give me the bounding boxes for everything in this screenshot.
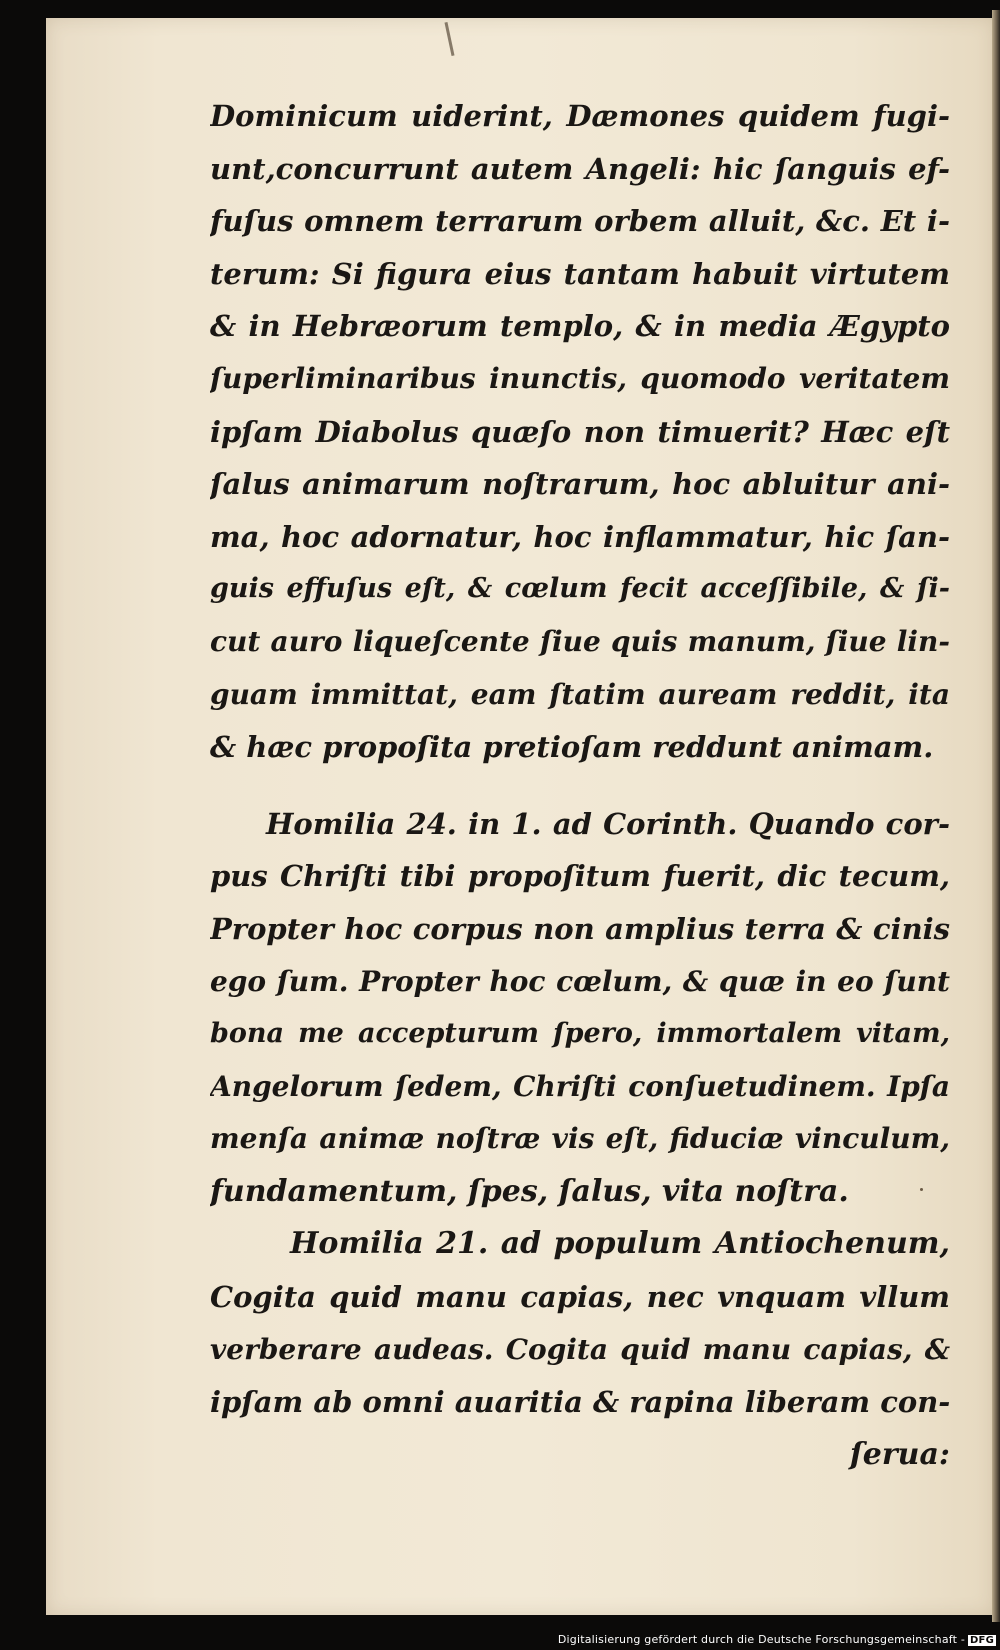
text-line: Propter hoc corpus non amplius terra & cinis — [210, 911, 950, 946]
text-line: & in Hebræorum templo, & in media Ægypto — [210, 309, 950, 344]
text-line: ma, hoc adornatur, hoc inflammatur, hic ſan- — [210, 519, 950, 554]
catchword: ſerua: — [849, 1436, 950, 1472]
paragraph-spacer — [210, 774, 950, 798]
paragraph-1 — [210, 90, 950, 774]
paragraph-2 — [210, 798, 950, 1219]
text-line: ipſam Diabolus quæſo non timuerit? Hæc eſt — [210, 414, 950, 449]
digitization-credit — [558, 1633, 996, 1646]
text-line: bona me accepturum ſpero, immortalem vitam, — [210, 1018, 950, 1050]
text-line: menſa animæ noſtræ vis eſt, fiduciæ vinculum, — [210, 1122, 950, 1156]
text-line: ſuperliminaribus inunctis, quomodo veritatem — [210, 361, 950, 395]
text-line: guam immittat, eam ſtatim auream reddit, ita — [210, 677, 950, 711]
dfg-logo: DFG — [970, 1635, 994, 1646]
text-line: terum: Si figura eius tantam habuit virtutem — [210, 256, 950, 291]
text-line: unt,concurrunt autem Angeli: hic ſanguis ef- — [210, 151, 950, 186]
text-line: fuſus omnem terrarum orbem alluit, &c. Et i- — [210, 204, 950, 239]
text-line: & hæc propoſita pretioſam reddunt animam. — [210, 730, 934, 765]
text-line: Homilia 21. ad populum Antiochenum, — [290, 1226, 950, 1262]
text-line: Angelorum ſedem, Chriſti conſuetudinem. Ipſa — [210, 1069, 950, 1103]
text-line: ipſam ab omni auaritia & rapina liberam con- — [210, 1385, 950, 1420]
text-line: ſalus animarum noſtrarum, hoc abluitur ani- — [210, 467, 950, 502]
text-line: Cogita quid manu capias, nec vnquam vllum — [210, 1280, 950, 1315]
text-line: Homilia 24. in 1. ad Corinth. Quando cor- — [266, 806, 950, 841]
text-line: verberare audeas. Cogita quid manu capias, & — [210, 1332, 950, 1366]
text-line: ego ſum. Propter hoc cœlum, & quæ in eo ſunt — [210, 964, 950, 998]
text-line: fundamentum, ſpes, ſalus, vita noſtra. — [210, 1173, 849, 1209]
page-edge-shadow — [992, 10, 1000, 1622]
text-line: guis effuſus eſt, & cœlum fecit acceſſibile, & ſi- — [210, 573, 950, 605]
paragraph-3 — [210, 1218, 950, 1481]
text-line: Dominicum uiderint, Dæmones quidem fugi- — [210, 99, 950, 133]
text-line: pus Chriſti tibi propoſitum fuerit, dic tecum, — [210, 859, 950, 894]
text-line: cut auro liqueſcente ſiue quis manum, ſiue lin- — [210, 624, 950, 658]
page-text — [210, 90, 950, 1481]
credit-text: Digitalisierung gefördert durch die Deutsche Forschungsgemeinschaft - — [557, 1633, 966, 1646]
